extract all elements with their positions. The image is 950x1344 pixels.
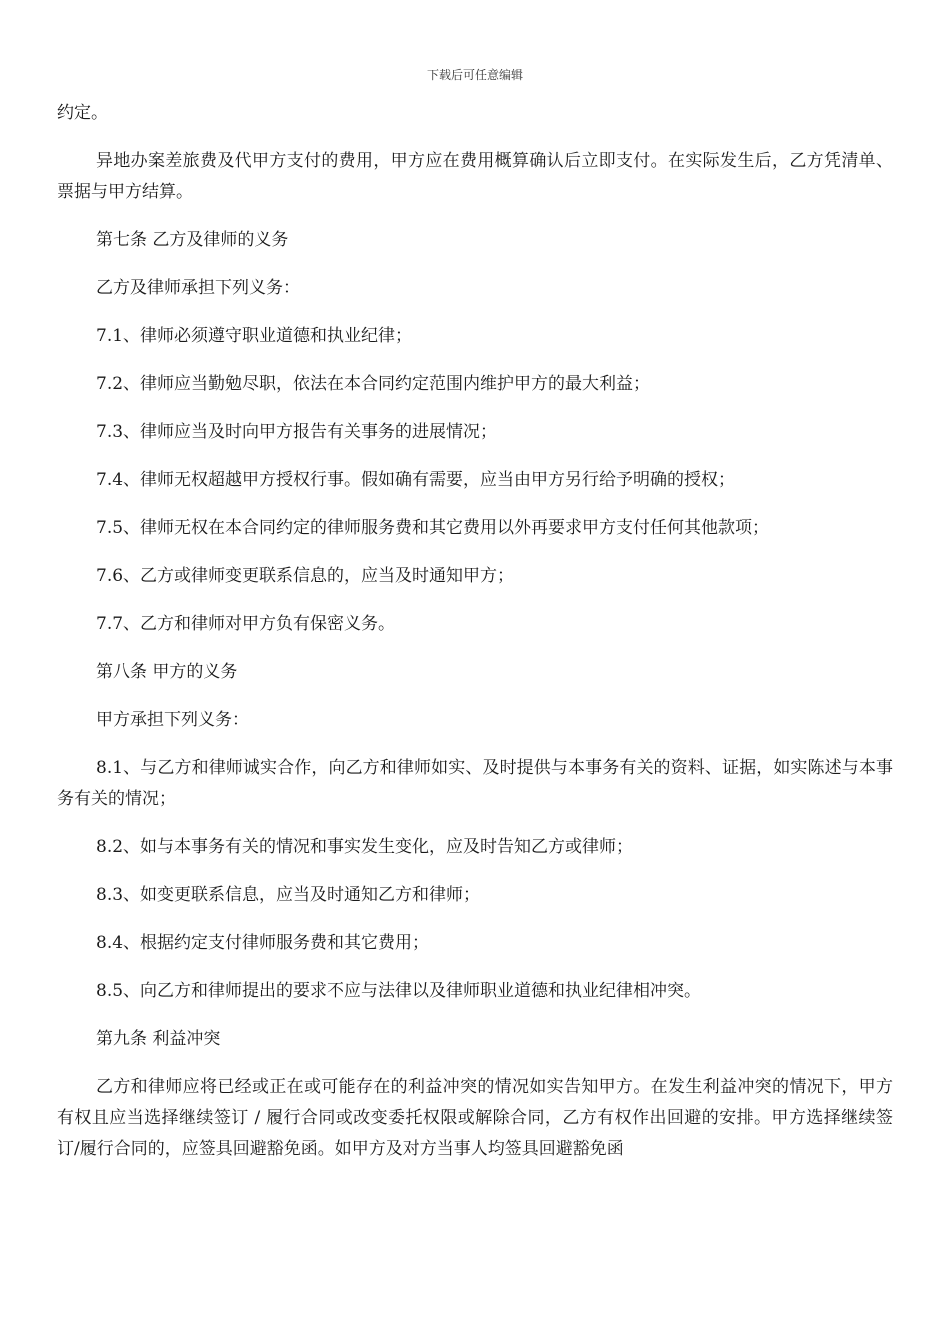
list-item: 7.1、律师必须遵守职业道德和执业纪律； <box>96 326 413 346</box>
section-heading: 第八条 甲方的义务 <box>96 662 238 682</box>
paragraph: 约定。 <box>57 103 108 123</box>
list-item: 7.5、律师无权在本合同约定的律师服务费和其它费用以外再要求甲方支付任何其他款项； <box>96 518 770 538</box>
page-header-note: 下载后可任意编辑 <box>426 68 523 82</box>
list-item: 8.5、向乙方和律师提出的要求不应与法律以及律师职业道德和执业纪律相冲突。 <box>96 981 702 1001</box>
list-item: 7.2、律师应当勤勉尽职，依法在本合同约定范围内维护甲方的最大利益； <box>96 374 651 394</box>
list-item: 8.3、如变更联系信息，应当及时通知乙方和律师； <box>96 885 481 905</box>
list-item: 8.2、如与本事务有关的情况和事实发生变化，应及时告知乙方或律师； <box>96 837 634 857</box>
list-item: 7.3、律师应当及时向甲方报告有关事务的进展情况； <box>96 422 498 442</box>
section-heading: 第九条 利益冲突 <box>96 1029 221 1049</box>
section-heading: 第七条 乙方及律师的义务 <box>96 230 289 250</box>
document-body <box>57 98 893 1182</box>
paragraph: 乙方和律师应将已经或正在或可能存在的利益冲突的情况如实告知甲方。在发生利益冲突的情况下，甲方有权且应当选择继续签订 / 履行合同或改变委托权限或解除合同，乙方有权作出回避的安排。甲方选择继续签订/履行合同的，应签具回避豁免函。如甲方及对方当事人均签具回避豁免函 <box>57 1077 893 1159</box>
list-item: 8.4、根据约定支付律师服务费和其它费用； <box>96 933 430 953</box>
list-item: 7.6、乙方或律师变更联系信息的，应当及时通知甲方； <box>96 566 515 586</box>
paragraph: 乙方及律师承担下列义务： <box>96 278 300 298</box>
list-item: 7.4、律师无权超越甲方授权行事。假如确有需要，应当由甲方另行给予明确的授权； <box>96 470 736 490</box>
list-item: 7.7、乙方和律师对甲方负有保密义务。 <box>96 614 396 634</box>
list-item: 8.1、与乙方和律师诚实合作，向乙方和律师如实、及时提供与本事务有关的资料、证据，如实陈述与本事务有关的情况； <box>57 758 893 809</box>
paragraph: 甲方承担下列义务： <box>96 710 249 730</box>
paragraph: 异地办案差旅费及代甲方支付的费用，甲方应在费用概算确认后立即支付。在实际发生后，乙方凭清单、票据与甲方结算。 <box>57 151 893 202</box>
